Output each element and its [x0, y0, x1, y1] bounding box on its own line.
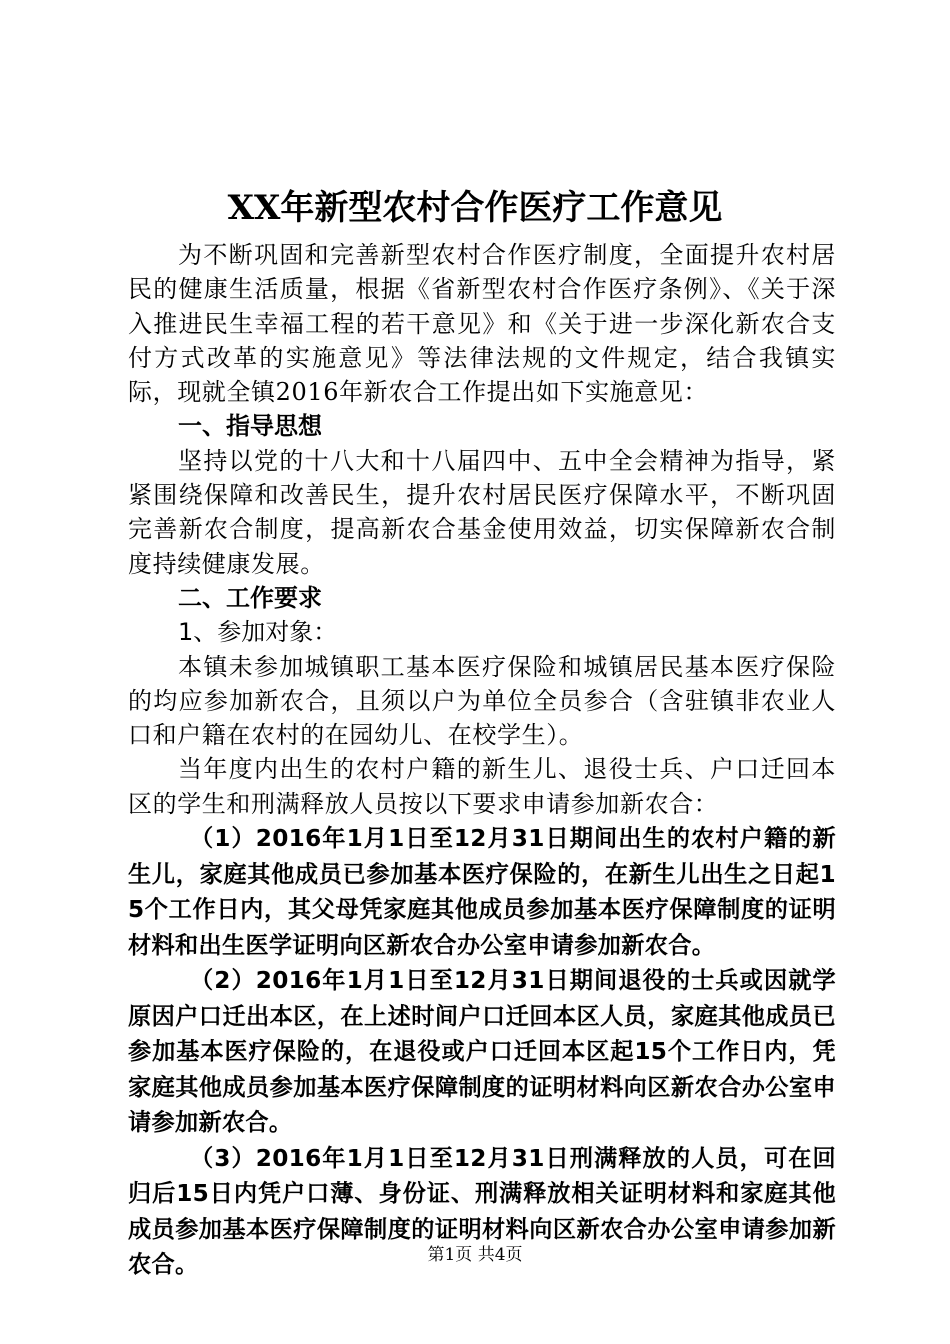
intro-paragraph: 为不断巩固和完善新型农村合作医疗制度，全面提升农村居民的健康生活质量，根据《省新型农村合作医疗条例》、《关于深入推进民生幸福工程的若干意见》和《关于进一步深化新农合支付方式改革的实施意见》等法律法规的文件规定，结合我镇实际，现就全镇2016年新农合工作提出如下实施意见：	[128, 241, 836, 407]
guiding-ideology-paragraph: 坚持以党的十八大和十八届四中、五中全会精神为指导，紧紧围绕保障和改善民生，提升农村居民医疗保障水平，不断巩固完善新农合制度，提高新农合基金使用效益，切实保障新农合制度持续健康发展。	[128, 446, 836, 578]
sub-item-2: （2）2016年1月1日至12月31日期间退役的士兵或因就学原因户口迁出本区，在上述时间户口迁回本区人员，家庭其他成员已参加基本医疗保险的，在退役或户口迁回本区起15个工作日内，凭家庭其他成员参加基本医疗保障制度的证明材料向区新农合办公室申请参加新农合。	[128, 967, 836, 1137]
document-title: XX年新型农村合作医疗工作意见	[227, 188, 723, 228]
document-body	[128, 238, 836, 1283]
item-heading-participants: 1、参加对象：	[178, 618, 338, 647]
newborn-intro-paragraph: 当年度内出生的农村户籍的新生儿、退役士兵、户口迁回本区的学生和刑满释放人员按以下要求申请参加新农合：	[128, 755, 836, 818]
participants-paragraph: 本镇未参加城镇职工基本医疗保险和城镇居民基本医疗保险的均应参加新农合，且须以户为单位全员参合（含驻镇非农业人口和户籍在农村的在园幼儿、在校学生）。	[128, 652, 836, 750]
section-heading-work-requirements: 二、工作要求	[178, 583, 322, 612]
page-number-footer: 第1页 共4页	[427, 1245, 523, 1265]
sub-item-1: （1）2016年1月1日至12月31日期间出生的农村户籍的新生儿，家庭其他成员已参加基本医疗保险的，在新生儿出生之日起15个工作日内，其父母凭家庭其他成员参加基本医疗保障制度的证明材料和出生医学证明向区新农合办公室申请参加新农合。	[128, 825, 836, 959]
section-heading-guiding-ideology: 一、指导思想	[178, 412, 322, 441]
sub-item-3: （3）2016年1月1日至12月31日刑满释放的人员，可在回归后15日内凭户口薄、身份证、刑满释放相关证明材料和家庭其他成员参加基本医疗保障制度的证明材料向区新农合办公室申请参加新农合。	[128, 1144, 836, 1279]
